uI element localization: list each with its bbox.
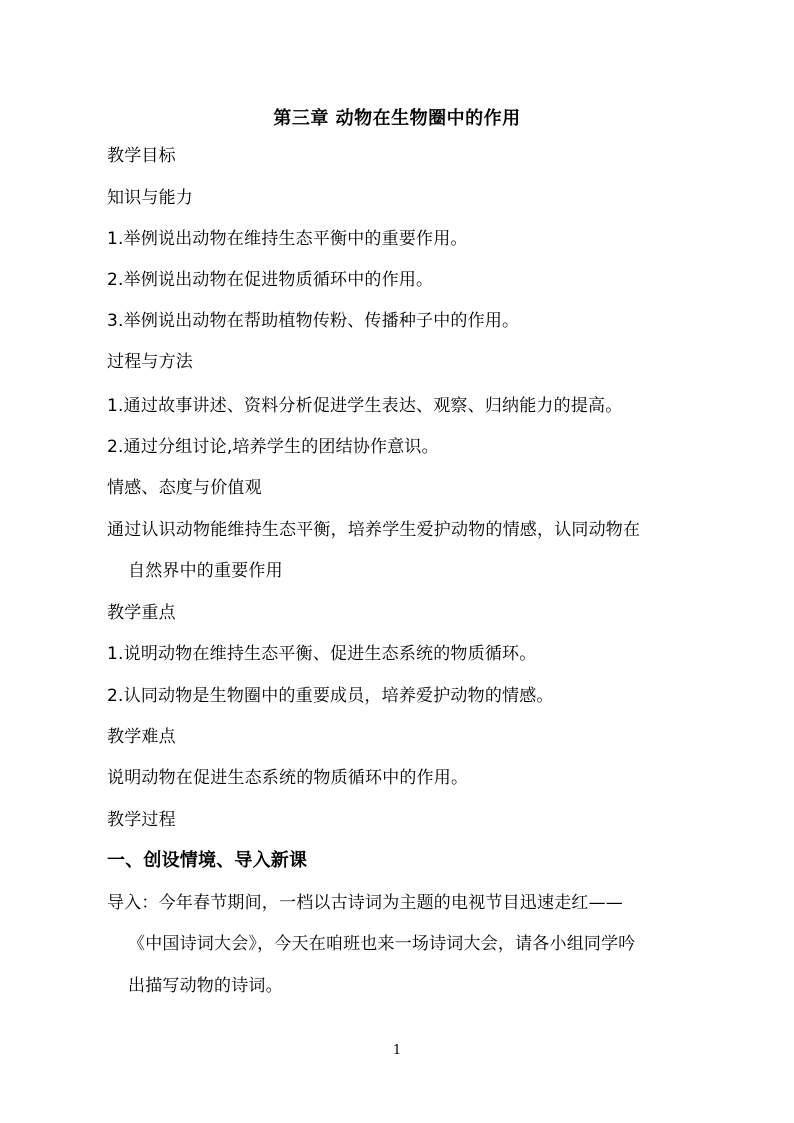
introduction-line-3: 出描写动物的诗词。 (128, 976, 283, 996)
introduction-line-2: 《中国诗词大会》，今天在咱班也来一场诗词大会，请各小组同学吟 (128, 934, 636, 954)
subheading-emotion-values: 情感、态度与价值观 (107, 478, 262, 498)
focus-item-1: 1.说明动物在维持生态平衡、促进生态系统的物质循环。 (107, 644, 537, 664)
objective-item-3: 3.举例说出动物在帮助植物传粉、传播种子中的作用。 (107, 311, 520, 331)
chapter-title: 第三章 动物在生物圈中的作用 (273, 108, 521, 129)
objective-item-2: 2.举例说出动物在促进物质循环中的作用。 (107, 270, 434, 290)
process-item-1: 1.通过故事讲述、资料分析促进学生表达、观察、归纳能力的提高。 (107, 396, 623, 416)
introduction-line-1: 导入：今年春节期间，一档以古诗词为主题的电视节目迅速走红—— (107, 893, 623, 913)
emotion-paragraph-line-2: 自然界中的重要作用 (128, 561, 283, 581)
section-heading-introduction: 一、创设情境、导入新课 (107, 850, 308, 871)
heading-teaching-difficulty: 教学难点 (107, 727, 176, 747)
page-number: 1 (392, 1043, 402, 1058)
heading-teaching-focus: 教学重点 (107, 603, 176, 623)
difficulty-text: 说明动物在促进生态系统的物质循环中的作用。 (107, 768, 469, 788)
subheading-process-method: 过程与方法 (107, 352, 193, 372)
focus-item-2: 2.认同动物是生物圈中的重要成员，培养爱护动物的情感。 (107, 686, 554, 706)
heading-teaching-process: 教学过程 (107, 810, 176, 830)
subheading-knowledge-ability: 知识与能力 (107, 188, 193, 208)
emotion-paragraph-line-1: 通过认识动物能维持生态平衡，培养学生爱护动物的情感，认同动物在 (107, 520, 641, 540)
heading-teaching-objectives: 教学目标 (107, 146, 176, 166)
objective-item-1: 1.举例说出动物在维持生态平衡中的重要作用。 (107, 229, 468, 249)
process-item-2: 2.通过分组讨论,培养学生的团结协作意识。 (107, 437, 439, 457)
